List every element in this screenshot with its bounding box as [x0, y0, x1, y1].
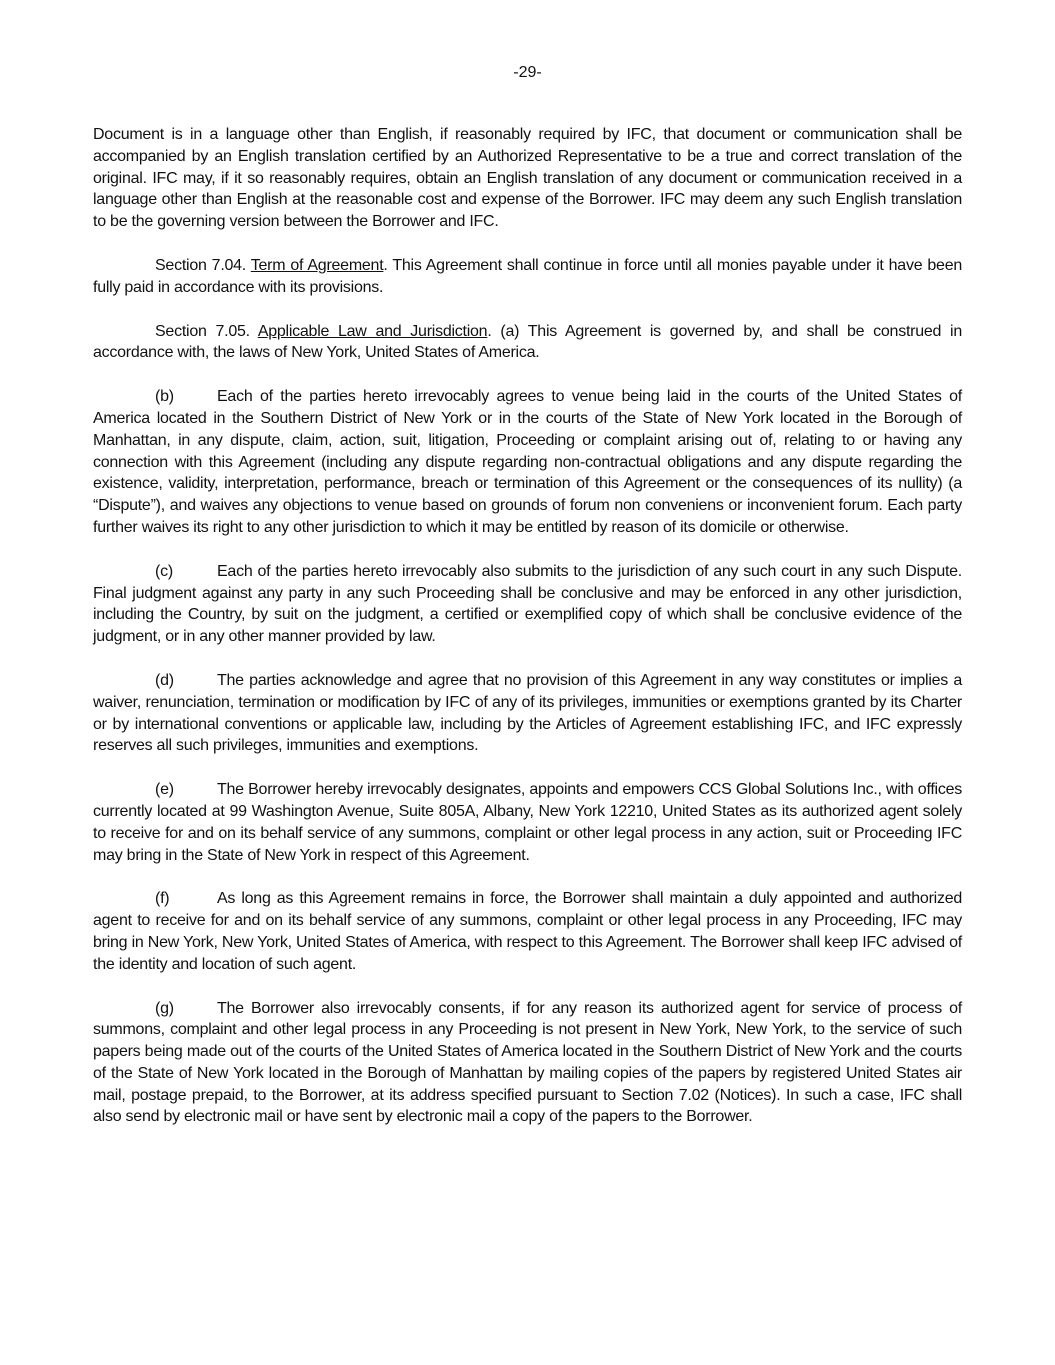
subsection-f-label: (f) — [155, 890, 170, 908]
subsection-d — [93, 670, 962, 757]
subsection-c-label: (c) — [155, 562, 173, 580]
subsection-e — [93, 779, 962, 866]
section-7-04-title: Term of Agreement — [250, 256, 384, 274]
subsection-f-text: As long as this Agreement remains in force, the Borrower shall maintain a duly appointed and authorized agent to receive for and on its behalf service of any summons, complaint or other legal process in any Proceeding, IFC may bring in New York, New York, United States of America, with respect to this Agreement. The Borrower shall keep IFC advised of the identity and location of such agent. — [93, 890, 962, 973]
subsection-e-text: The Borrower hereby irrevocably designates, appoints and empowers CCS Global Solutions Inc., with offices currently located at 99 Washington Avenue, Suite 805A, Albany, New York 12210, United States as its authorized agent solely to receive for and on its behalf service of any summons, complaint or other legal process in any action, suit or Proceeding IFC may bring in the State of New York in respect of this Agreement. — [93, 781, 962, 864]
section-7-05-title: Applicable Law and Jurisdiction — [257, 322, 488, 340]
subsection-d-label: (d) — [155, 671, 174, 689]
subsection-d-text: The parties acknowledge and agree that no provision of this Agreement in any way constitutes or implies a waiver, renunciation, termination or modification by IFC of any of its privileges, immunities or exemptions granted by its Charter or by international conventions or applicable law, including by the Articles of Agreement establishing IFC, and IFC expressly reserves all such privileges, immunities and exemptions. — [93, 671, 962, 755]
subsection-e-label: (e) — [155, 781, 174, 799]
section-7-04-number: Section 7.04. — [155, 256, 251, 274]
subsection-g-text: The Borrower also irrevocably consents, if for any reason its authorized agent for service of process of summons, complaint and other legal process in any Proceeding is not present in New York, New York, to the service of such papers being made out of the courts of the United States of America located in the Southern District of New York and the courts of the State of New York located in the Borough of Manhattan by mailing copies of the papers by registered United States air mail, postage prepaid, to the Borrower, at its address specified pursuant to Section 7.02 (Notices). In such a case, IFC shall also send by electronic mail or have sent by electronic mail a copy of the papers to the Borrower. — [93, 999, 962, 1126]
section-7-05-number: Section 7.05. — [155, 322, 258, 340]
subsection-b — [93, 386, 962, 539]
document-body — [93, 124, 962, 1150]
section-7-04-text: . This Agreement shall continue in force until all monies payable under it have been fully paid in accordance with its provisions. — [93, 256, 962, 296]
section-7-05-text: . (a) This Agreement is governed by, and shall be construed in accordance with, the laws of New York, United States of America. — [93, 322, 962, 362]
paragraph-language-translation: Document is in a language other than English, if reasonably required by IFC, that document or communication shall be accompanied by an English translation certified by an Authorized Representative to be a true and correct translation of the original. IFC may, if it so reasonably requires, obtain an English translation of any document or communication received in a language other than English at the reasonable cost and expense of the Borrower. IFC may deem any such English translation to be the governing version between the Borrower and IFC. — [93, 126, 962, 231]
subsection-c — [93, 561, 962, 648]
section-7-04 — [93, 255, 962, 299]
subsection-g — [93, 998, 962, 1129]
section-7-05 — [93, 321, 962, 365]
subsection-b-label: (b) — [155, 388, 174, 406]
subsection-g-label: (g) — [155, 999, 174, 1017]
subsection-b-text: Each of the parties hereto irrevocably agrees to venue being laid in the courts of the United States of America located in the Southern District of New York or in the courts of the State of New York located in the Borough of Manhattan, in any dispute, claim, action, suit, litigation, Proceeding or complaint arising out of, relating to or having any connection with this Agreement (including any dispute regarding non-contractual obligations and any dispute regarding the existence, validity, interpretation, performance, breach or termination of this Agreement or the consequences of its nullity) (a “Dispute”), and waives any objections to venue based on grounds of forum non conveniens or inconvenient forum. Each party further waives its right to any other jurisdiction to which it may be entitled by reason of its domicile or otherwise. — [93, 388, 962, 536]
page-number: -29- — [513, 64, 542, 81]
subsection-c-text: Each of the parties hereto irrevocably also submits to the jurisdiction of any such court in any such Dispute. Final judgment against any party in any such Proceeding shall be conclusive and may be enforced in any other jurisdiction, including the Country, by suit on the judgment, a certified or exemplified copy of which shall be conclusive evidence of the judgment, or in any other manner provided by law. — [93, 562, 962, 646]
subsection-f — [93, 888, 962, 975]
